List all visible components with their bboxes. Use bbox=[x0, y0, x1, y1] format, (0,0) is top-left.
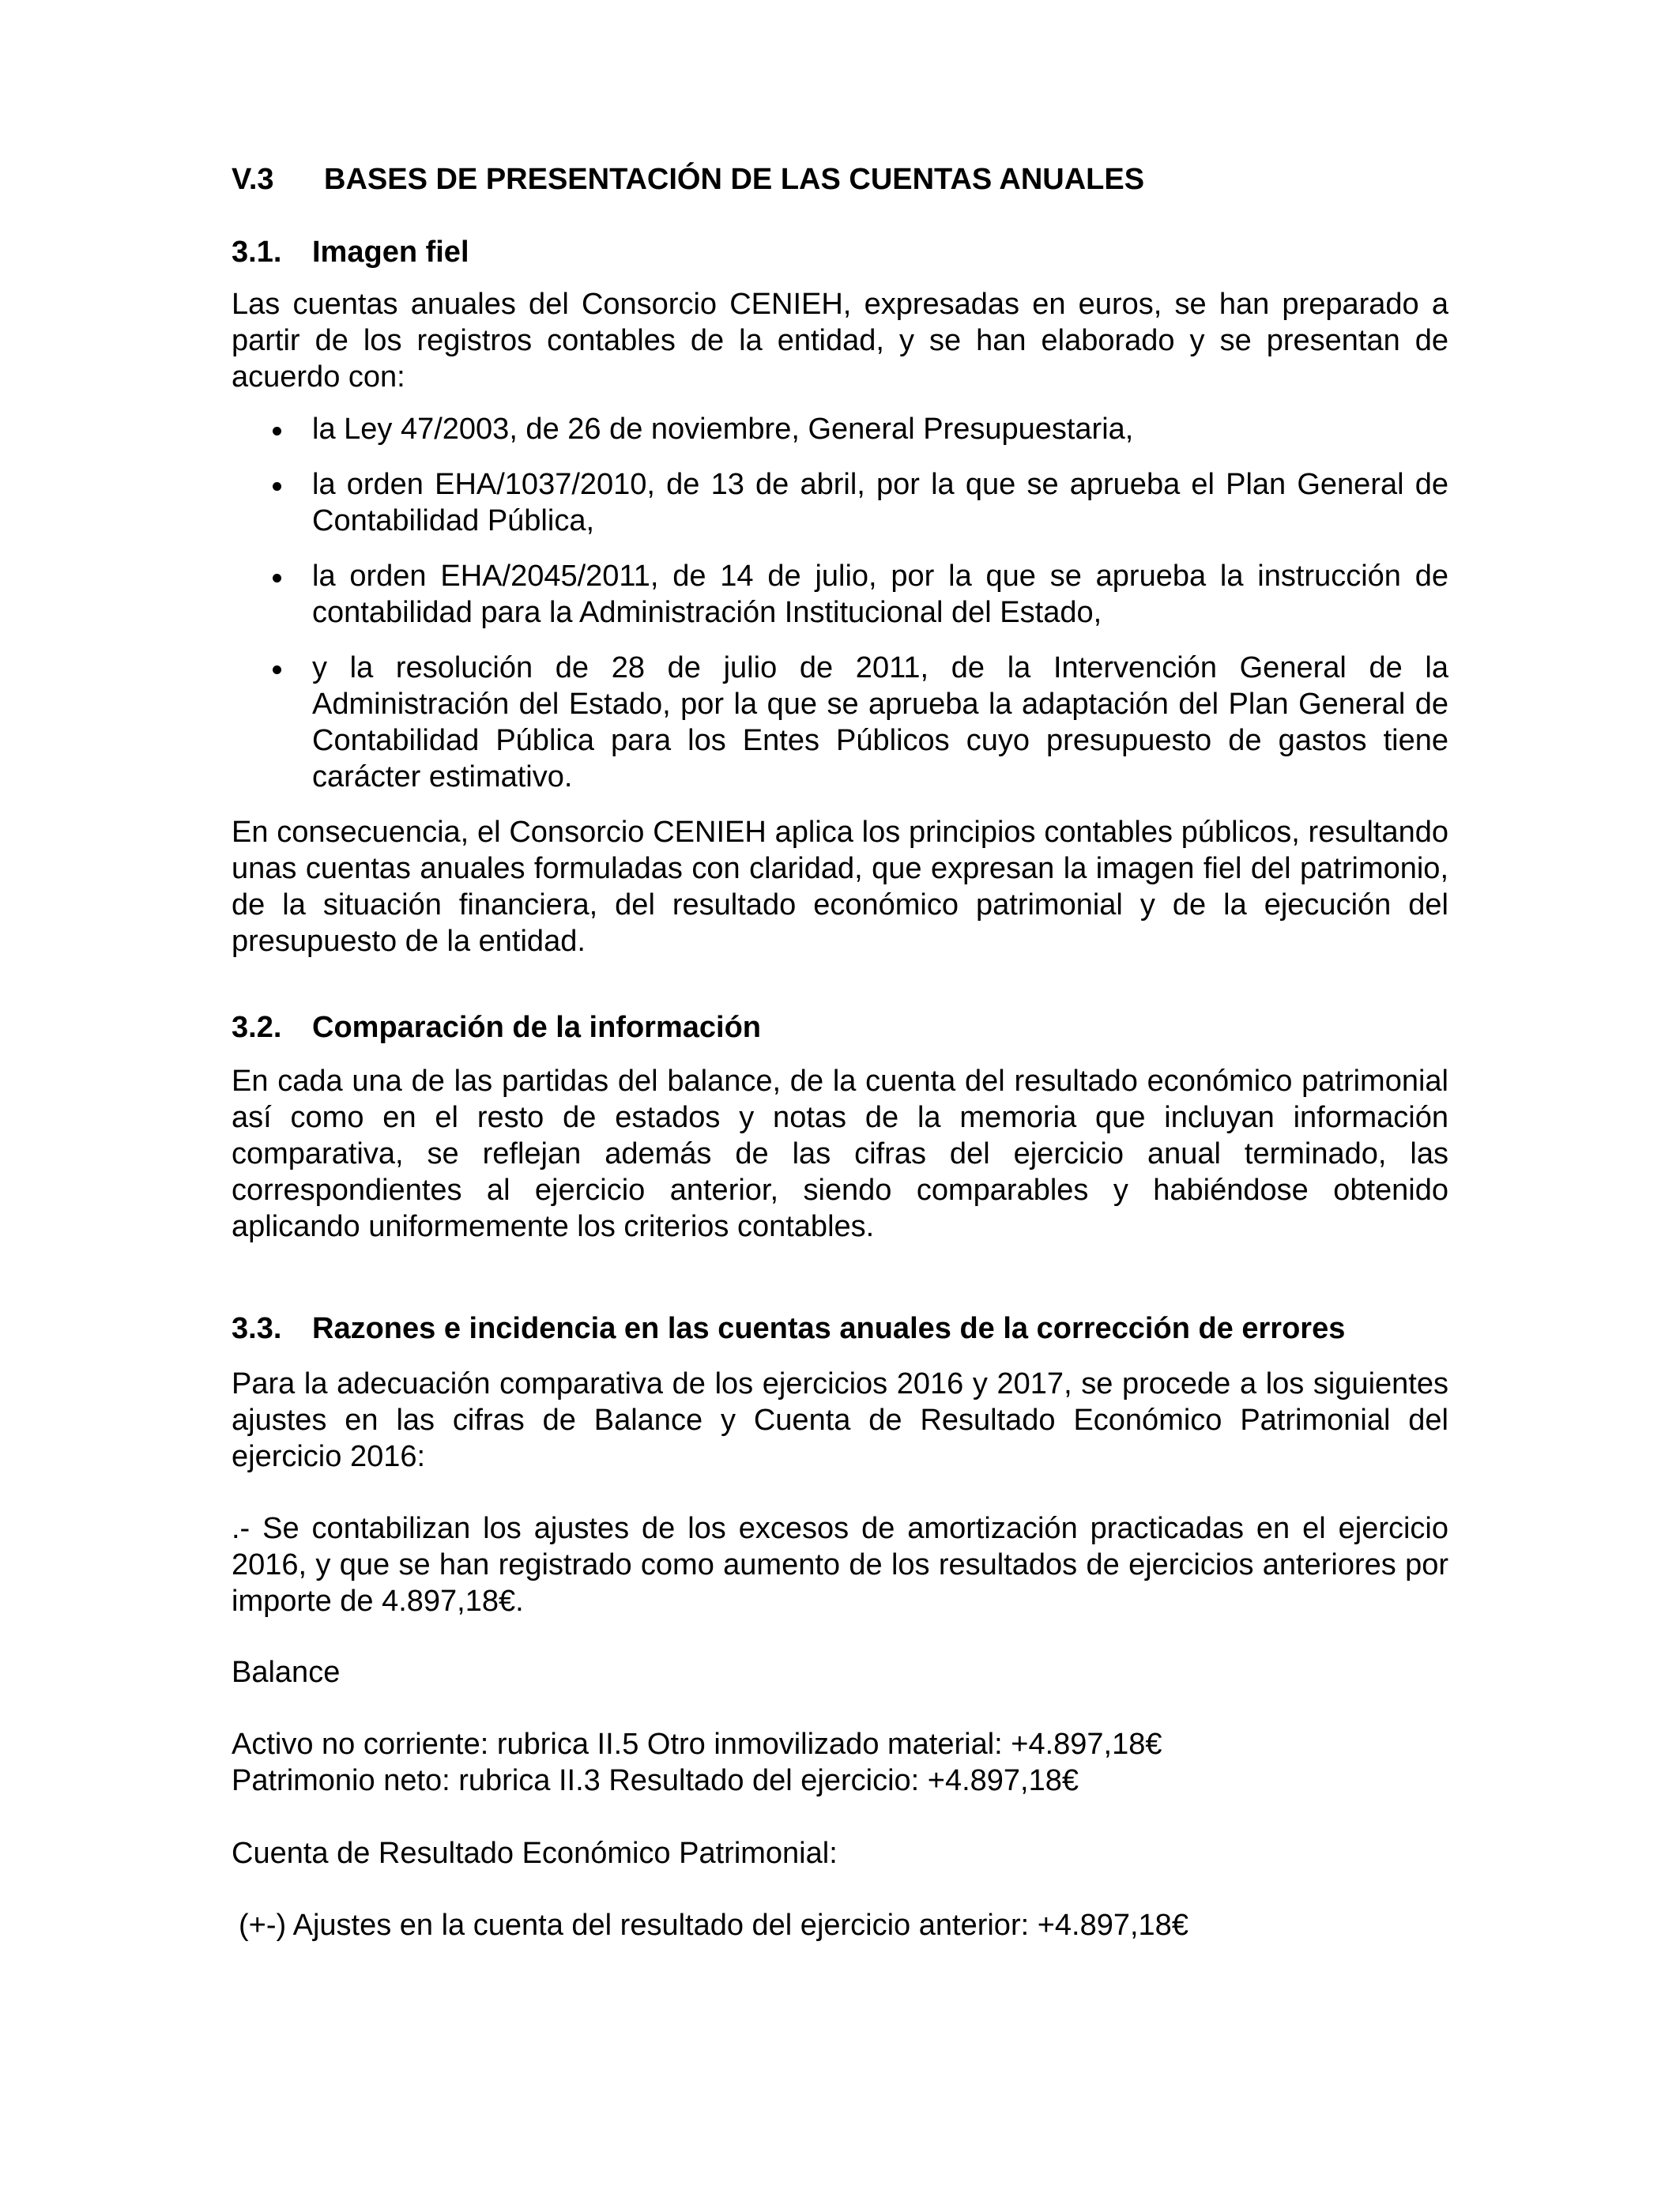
bullet-icon bbox=[273, 427, 281, 435]
section-3-2-title: Comparación de la información bbox=[312, 1011, 761, 1044]
list-item bbox=[232, 411, 1448, 447]
list-item bbox=[232, 466, 1448, 539]
bullet-icon bbox=[273, 482, 281, 491]
main-heading bbox=[232, 161, 1144, 198]
account-line: (+-) Ajustes en la cuenta del resultado del ejercicio anterior: +4.897,18€ bbox=[239, 1909, 1188, 1942]
bullet-icon bbox=[273, 574, 281, 582]
section-3-3-title: Razones e incidencia en las cuentas anuales de la corrección de errores bbox=[312, 1312, 1346, 1345]
section-3-3-intro: Para la adecuación comparativa de los ejercicios 2016 y 2017, se procede a los siguientes ajustes en las cifras de Balance y Cuenta de Resultado Económico Patrimonial del ejercicio 2016: bbox=[232, 1367, 1448, 1473]
section-3-1-intro: Las cuentas anuales del Consorcio CENIEH, expresadas en euros, se han preparado a partir de los registros contables de la entidad, y se han elaborado y se presentan de acuerdo con: bbox=[232, 288, 1448, 394]
balance-line-activo: Activo no corriente: rubrica II.5 Otro inmovilizado material: +4.897,18€ bbox=[232, 1728, 1162, 1761]
section-3-1-conclusion: En consecuencia, el Consorcio CENIEH aplica los principios contables públicos, resultando unas cuentas anuales formuladas con claridad, que expresan la imagen fiel del patrimonio, de la situación financiera, del resultado económico patrimonial y de la ejecución del presupuesto de la entidad. bbox=[232, 816, 1448, 958]
section-3-2-heading bbox=[232, 1009, 761, 1046]
list-item-text: la orden EHA/1037/2010, de 13 de abril, por la que se aprueba el Plan General de Contabilidad Pública, bbox=[312, 468, 1448, 537]
section-3-2-number: 3.2. bbox=[232, 1011, 282, 1044]
section-3-1-title: Imagen fiel bbox=[312, 236, 469, 269]
list-item-text: la Ley 47/2003, de 26 de noviembre, General Presupuestaria, bbox=[312, 413, 1134, 446]
section-3-1-heading bbox=[232, 234, 469, 270]
section-3-2-text: En cada una de las partidas del balance, de la cuenta del resultado económico patrimonial así como en el resto de estados y notas de la memoria que incluyan información comparativa, se reflejan además de las cifras del ejercicio anual terminado, las correspondientes al ejercicio anterior, siendo comparables y habiéndose obtenido aplicando uniformemente los criterios contables. bbox=[232, 1065, 1448, 1243]
section-3-3-adjustment: .- Se contabilizan los ajustes de los excesos de amortización practicadas en el ejercicio 2016, y que se han registrado como aumento de los resultados de ejercicios anteriores por importe de 4.897,18€. bbox=[232, 1512, 1448, 1618]
list-item-text: y la resolución de 28 de julio de 2011, de la Intervención General de la Administración del Estado, por la que se aprueba la adaptación del Plan General de Contabilidad Pública para los Entes Públicos cuyo presupuesto de gastos tiene carácter estimativo. bbox=[312, 651, 1448, 794]
main-heading-number: V.3 bbox=[232, 163, 274, 196]
section-3-1-number: 3.1. bbox=[232, 236, 282, 269]
bullet-icon bbox=[273, 665, 281, 674]
balance-label: Balance bbox=[232, 1656, 341, 1689]
account-label: Cuenta de Resultado Económico Patrimonial: bbox=[232, 1837, 838, 1870]
balance-line-patrimonio: Patrimonio neto: rubrica II.3 Resultado del ejercicio: +4.897,18€ bbox=[232, 1764, 1079, 1797]
list-item bbox=[232, 650, 1448, 795]
list-item-text: la orden EHA/2045/2011, de 14 de julio, por la que se aprueba la instrucción de contabilidad para la Administración Institucional del Estado, bbox=[312, 560, 1448, 629]
list-item bbox=[232, 558, 1448, 631]
section-3-3-number: 3.3. bbox=[232, 1312, 282, 1345]
legal-framework-list bbox=[232, 411, 1448, 814]
section-3-3-heading bbox=[232, 1310, 1345, 1347]
main-heading-title: BASES DE PRESENTACIÓN DE LAS CUENTAS ANUALES bbox=[324, 163, 1145, 196]
